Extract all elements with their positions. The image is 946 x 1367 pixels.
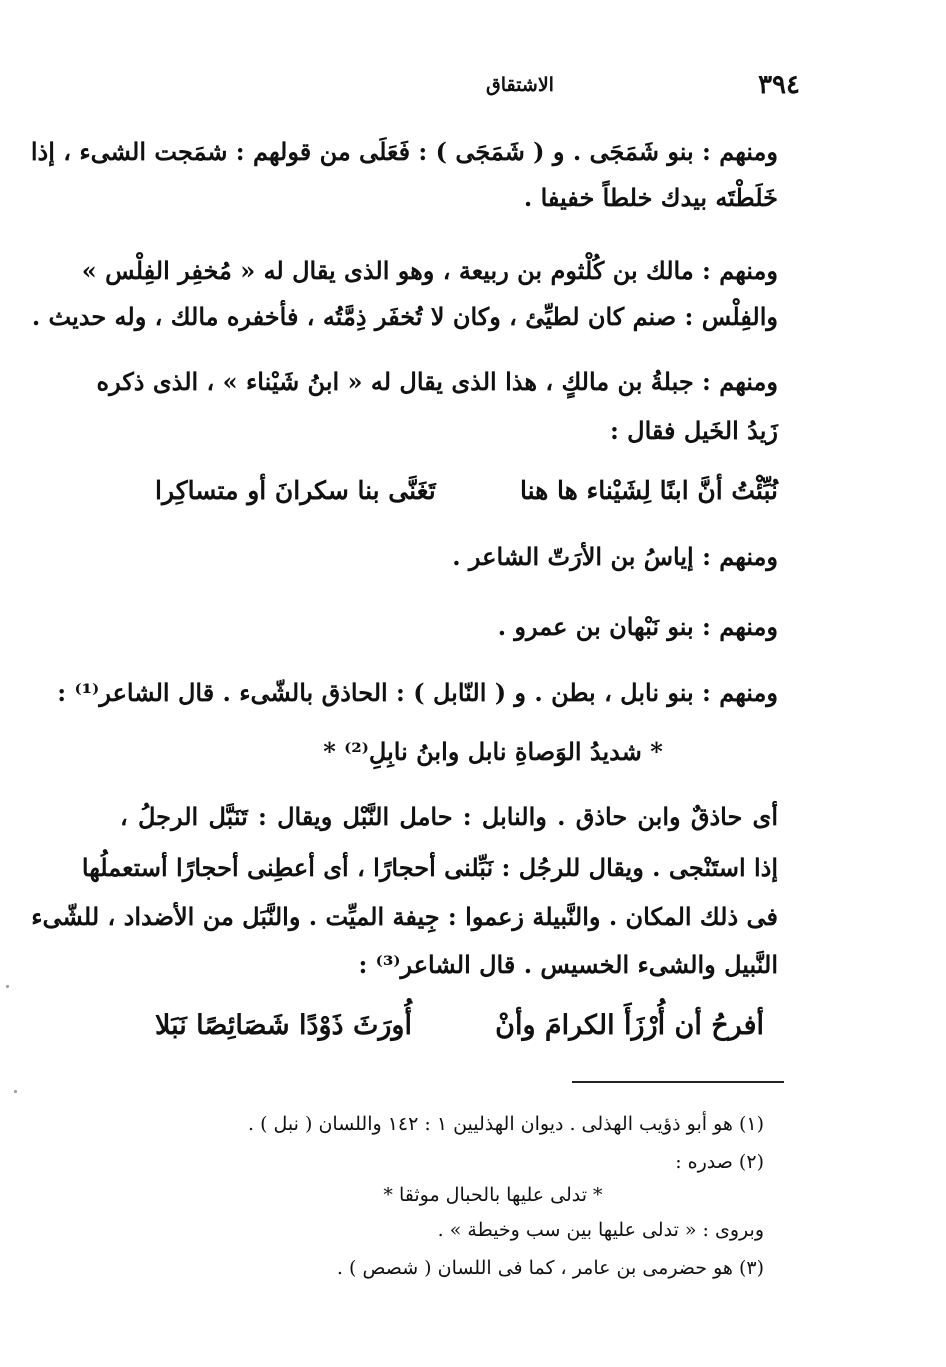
body-line: والفِلْس : صنم كان لطيِّئ ، وكان لا تُخفَر ذِمَّتُه ، فأخفره مالك ، وله حديث . bbox=[31, 302, 778, 331]
verse-first-hemistich: أفرحُ أن أُرْزَأَ الكرامَ وأنْ bbox=[495, 1010, 764, 1041]
body-line: ومنهم : بنو شَمَجَى . و ( شَمَجَى ) : فَعَلَى من قولهم : شمَجت الشىء ، إذا bbox=[30, 137, 778, 166]
body-line: أى حاذقٌ وابن حاذق . والنابل : حامل النَّبْل ويقال : تَنَبَّل الرجلُ ، bbox=[120, 802, 778, 831]
body-line: زَيدُ الخَيل فقال : bbox=[609, 416, 778, 445]
body-line: إذا استَنْجى . ويقال للرجُل : نَبِّلنى أحجارًا ، أى أعطِنى أحجارًا أستعملُها bbox=[81, 853, 778, 882]
footnote-rule bbox=[572, 1081, 784, 1083]
body-line: ومنهم : إياسُ بن الأرَتّ الشاعر . bbox=[452, 542, 778, 571]
scan-speck bbox=[14, 1090, 17, 1093]
body-line: خَلَطْتَه بيدك خلطاً خفيفا . bbox=[523, 183, 778, 212]
body-line: ومنهم : مالك بن كُلْثوم بن ربيعة ، وهو الذى يقال له « مُخفِر الفِلْس » bbox=[81, 256, 778, 285]
footnote: وبروى : « تدلى عليها بين سب وخيطة » . bbox=[437, 1219, 764, 1241]
running-title: الاشتقاق bbox=[486, 74, 554, 96]
verse-second-hemistich: أُورَثَ ذَوْدًا شَصَائِصًا نَبَلا bbox=[155, 1010, 412, 1041]
body-line: ومنهم : بنو نَبْهان بن عمرو . bbox=[497, 612, 778, 641]
body-line: النَّبيل والشىء الخسيس . قال الشاعر⁽³⁾ : bbox=[358, 950, 778, 979]
footnote: (٣) هو حضرمى بن عامر ، كما فى اللسان ( شصص ) . bbox=[336, 1257, 764, 1279]
body-line: ومنهم : بنو نابل ، بطن . و ( النّابل ) : الحاذق بالشّىء . قال الشاعر⁽¹⁾ : bbox=[57, 678, 778, 707]
footnote-verse: * تدلى عليها بالحبال موثقا * bbox=[383, 1184, 603, 1206]
verse-first-hemistich: نُبِّئْتُ أنَّ ابنًا لِشَيْناء ها هنا bbox=[519, 476, 778, 505]
body-line: ومنهم : جبلةُ بن مالكٍ ، هذا الذى يقال له « ابنُ شَيْناء » ، الذى ذكره bbox=[96, 367, 778, 396]
scan-speck bbox=[6, 985, 9, 988]
page-header bbox=[120, 70, 800, 100]
footnote: (٢) صدره : bbox=[675, 1151, 764, 1173]
half-verse: * شديدُ الوَصاةِ نابل وابنُ نابِلِ⁽²⁾ * bbox=[323, 737, 663, 766]
footnote: (١) هو أبو ذؤيب الهذلى . ديوان الهذليين ١ : ١٤٢ واللسان ( نبل ) . bbox=[248, 1113, 764, 1135]
verse-second-hemistich: تَغَنَّى بنا سكرانَ أو متساكِرا bbox=[155, 476, 436, 505]
page-number: ٣٩٤ bbox=[758, 70, 800, 100]
body-line: فى ذلك المكان . والنَّبيلة زعموا : جِيفة الميِّت . والنَّبَل من الأضداد ، للشّىء bbox=[31, 902, 778, 931]
